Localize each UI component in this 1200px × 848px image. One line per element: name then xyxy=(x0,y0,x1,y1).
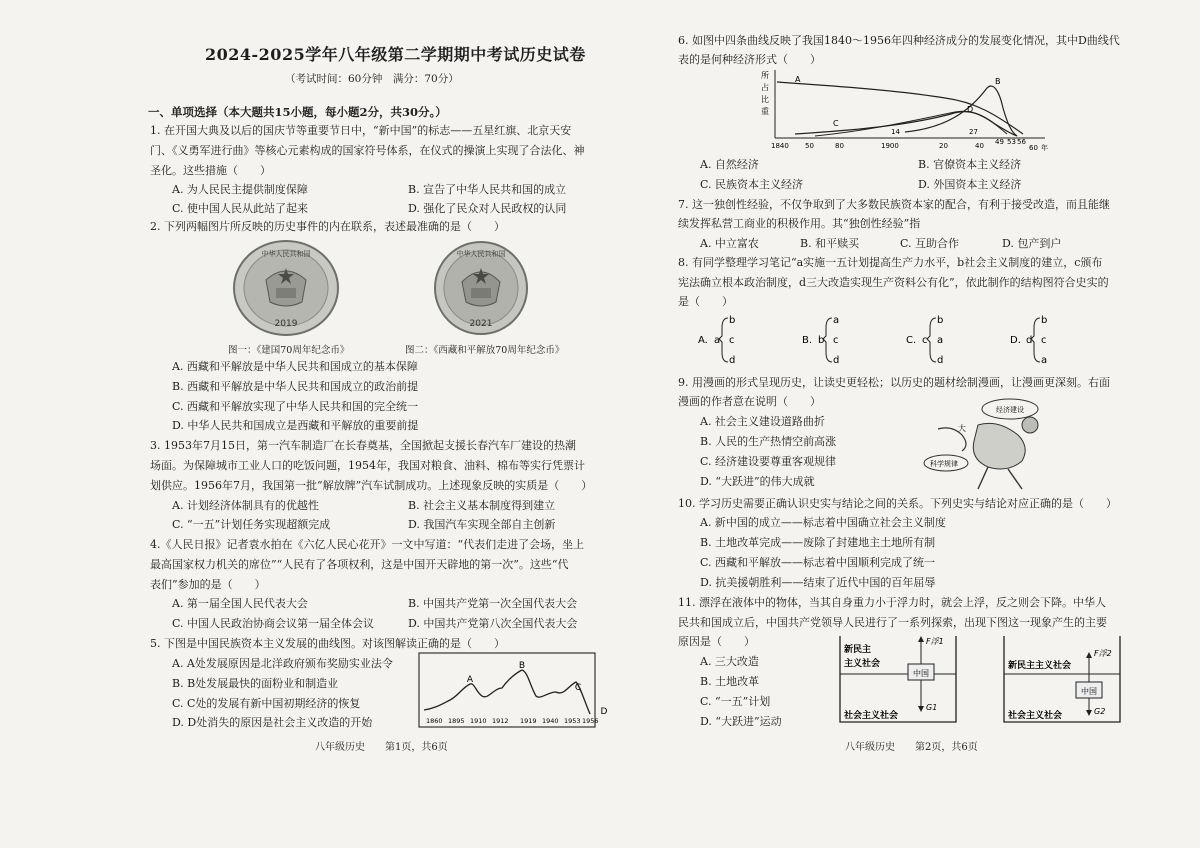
year-tick: 1912 xyxy=(492,717,509,725)
structure-option-c xyxy=(906,315,943,366)
question-1-option-c: C. 使中国人民从此站了起来 xyxy=(172,202,309,215)
question-1-line-1: 1. 在开国大典及以后的国庆节等重要节日中，“新中国”的标志——五星红旗、北京天安 xyxy=(150,124,572,137)
x-tick: 20 xyxy=(939,142,948,150)
y-axis-label-char: 占 xyxy=(761,83,769,92)
curve-label-c: C xyxy=(833,119,839,128)
commemorative-coin-1-image xyxy=(232,240,340,336)
question-10-stem: 10. 学习历史需要正确认识史实与结论之间的关系。下列史实与结论对应正确的是（ ） xyxy=(678,497,1117,510)
section-heading: 一、单项选择（本大题共15小题，每小题2分，共30分。） xyxy=(148,105,447,119)
y-axis-label-char: 重 xyxy=(761,107,769,116)
buoyancy-diagram-1 xyxy=(836,632,960,726)
question-3-line-3: 划供应。1956年7月，我国第一批“解放牌”汽车试制成功。上述现象反映的实质是（ ） xyxy=(150,479,593,492)
option-letter: A. xyxy=(698,335,708,346)
gravity-force-label: G1 xyxy=(926,703,938,712)
question-6-option-a: A. 自然经济 xyxy=(700,158,759,171)
question-10-option-b: B. 土地改革完成——废除了封建地主土地所有制 xyxy=(700,536,936,549)
question-3-option-a: A. 计划经济体制具有的优越性 xyxy=(172,499,319,512)
question-8-line-3: 是（ ） xyxy=(678,295,733,308)
buoyancy-force-label: F浮1 xyxy=(926,637,944,646)
exam-subtitle: （考试时间：60分钟 满分：70分） xyxy=(285,73,459,85)
legs-shape xyxy=(978,467,1022,489)
great-leap-cartoon-image xyxy=(918,395,1068,493)
question-2-option-c: C. 西藏和平解放实现了中华人民共和国的完全统一 xyxy=(172,400,419,413)
buoyancy-force-label: F浮2 xyxy=(1094,649,1112,658)
x-tick: 1840 xyxy=(771,142,789,150)
figure-2-caption: 图二：《西藏和平解放70周年纪念币》 xyxy=(405,345,565,356)
exam-page-2 xyxy=(600,0,1200,848)
year-tick: 1860 xyxy=(426,717,443,725)
x-tick: 40 xyxy=(975,142,984,150)
question-1-line-2: 门、《义勇军进行曲》等核心元素构成的国家符号体系，在仪式的操演上实现了合法化、神 xyxy=(150,144,585,157)
brace xyxy=(927,318,936,362)
child-node: c xyxy=(833,335,839,346)
question-10-option-c: C. 西藏和平解放——标志着中国顺利完成了统一 xyxy=(700,556,936,569)
curve-label-d: D xyxy=(967,105,974,114)
question-6-option-d: D. 外国资本主义经济 xyxy=(918,178,1022,191)
year-tick: 1910 xyxy=(470,717,487,725)
question-9-option-a: A. 社会主义建设道路曲折 xyxy=(700,415,825,428)
question-3-line-2: 场面。为保障城市工业人口的吃饭问题，1954年，我国对粮食、油料、棉布等实行凭票计 xyxy=(150,459,585,472)
child-node: a xyxy=(833,315,840,326)
point-label-a: A xyxy=(466,675,474,685)
page-1-footer: 八年级历史 第1页，共6页 xyxy=(315,742,448,753)
question-4-option-a: A. 第一届全国人民代表大会 xyxy=(172,597,308,610)
child-node: c xyxy=(1041,335,1047,346)
arrow-head-up xyxy=(918,636,924,642)
year-tick: 1940 xyxy=(542,717,559,725)
question-5-option-b: B. B处发展最快的面粉业和制造业 xyxy=(172,677,339,690)
brace xyxy=(1031,318,1040,362)
option-letter: B. xyxy=(802,335,813,346)
question-10-option-d: D. 抗美援朝胜利——结束了近代中国的百年屈辱 xyxy=(700,576,936,589)
question-11-line-2: 民共和国成立后，中国共产党领导人民进行了一系列探索，出现下图这一现象产生的主要 xyxy=(678,616,1107,629)
question-7-line-2: 续发挥私营工商业的积极作用。其“独创性经验”指 xyxy=(678,217,921,230)
point-label-c: C xyxy=(574,683,582,693)
question-4-line-3: 表们”参加的是（ ） xyxy=(150,578,266,591)
question-6-option-b: B. 官僚资本主义经济 xyxy=(918,158,1022,171)
lower-layer-label: 社会主义社会 xyxy=(1008,711,1063,721)
y-axis-label-char: 比 xyxy=(761,95,769,104)
question-9-option-b: B. 人民的生产热情空前高涨 xyxy=(700,435,837,448)
child-node: a xyxy=(1041,355,1048,366)
exam-title: 2024-2025学年八年级第二学期期中考试历史试卷 xyxy=(205,45,586,64)
question-1-option-d: D. 强化了民众对人民政权的认同 xyxy=(408,202,567,215)
curve-line xyxy=(424,670,590,714)
question-5-stem: 5. 下图是中国民族资本主义发展的曲线图。对该图解读正确的是（ ） xyxy=(150,637,505,650)
x-tick: 49 xyxy=(995,138,1004,146)
year-tick: 1919 xyxy=(520,717,537,725)
question-4-option-d: D. 中国共产党第八次全国代表大会 xyxy=(408,617,578,630)
question-8-structure-options xyxy=(698,312,1098,366)
curve-label-a: A xyxy=(795,75,801,84)
question-7-option-c: C. 互助合作 xyxy=(900,237,960,250)
x-tick: 80 xyxy=(835,142,844,150)
child-node: d xyxy=(833,355,840,366)
question-1-line-3: 圣化。这些措施（ ） xyxy=(150,164,271,177)
curve-label-b: B xyxy=(995,77,1001,86)
root-node: c xyxy=(922,335,928,346)
child-node: b xyxy=(1041,315,1048,326)
child-node: b xyxy=(937,315,944,326)
root-node: b xyxy=(818,335,825,346)
root-node: d xyxy=(1026,335,1033,346)
question-5-option-d: D. D处消失的原因是社会主义改造的开始 xyxy=(172,716,373,729)
x-tick: 56 xyxy=(1017,138,1026,146)
year-tick: 1953 xyxy=(564,717,581,725)
question-2-option-b: B. 西藏和平解放是中华人民共和国成立的政治前提 xyxy=(172,380,419,393)
question-6-option-c: C. 民族资本主义经济 xyxy=(700,178,804,191)
question-11-option-d: D. “大跃进”运动 xyxy=(700,715,782,728)
question-6-line-2: 表的是何种经济形式（ ） xyxy=(678,53,821,66)
question-11-line-1: 11. 漂浮在液体中的物体，当其自身重力小于浮力时，就会上浮，反之则会下降。中华人 xyxy=(678,596,1106,609)
upper-layer-label: 新民主 xyxy=(844,645,872,655)
cartoon-text-science: 科学规律 xyxy=(930,460,958,468)
coin-2-text: 中华人民共和国 xyxy=(456,250,506,258)
question-7-option-a: A. 中立富农 xyxy=(700,237,759,250)
year-tick: 1956 xyxy=(582,717,599,725)
question-4-option-c: C. 中国人民政治协商会议第一届全体会议 xyxy=(172,617,375,630)
question-11-line-3: 原因是（ ） xyxy=(678,635,755,648)
commemorative-coin-2-image xyxy=(433,240,529,336)
y-axis-label-char: 所 xyxy=(761,71,769,80)
question-2-option-d: D. 中华人民共和国成立是西藏和平解放的重要前提 xyxy=(172,419,419,432)
question-9-line-2: 漫画的作者意在说明（ ） xyxy=(678,395,821,408)
x-tick: 53 xyxy=(1007,138,1016,146)
x-extra-tick: 14 xyxy=(891,128,900,136)
cartoon-text-big: 大 xyxy=(958,424,966,433)
question-11-option-b: B. 土地改革 xyxy=(700,675,760,688)
child-node: b xyxy=(729,315,736,326)
option-letter: D. xyxy=(1010,335,1021,346)
structure-option-d xyxy=(1010,315,1047,366)
lower-layer-label: 社会主义社会 xyxy=(844,711,899,721)
question-3-option-c: C. “一五”计划任务实现超额完成 xyxy=(172,518,331,531)
x-extra-tick: 27 xyxy=(969,128,978,136)
question-11-option-a: A. 三大改造 xyxy=(700,655,759,668)
point-label-b: B xyxy=(518,661,526,671)
national-capitalism-curve-figure xyxy=(418,652,614,728)
page-2-footer: 八年级历史 第2页，共6页 xyxy=(845,742,978,753)
coin-1-text: 中华人民共和国 xyxy=(261,250,311,258)
question-8-line-2: 宪法确立根本政治制度，d三大改造实现生产资料公有化”，依此制作的结构图符合史实的 xyxy=(678,276,1109,289)
question-9-option-d: D. “大跃进”的伟大成就 xyxy=(700,475,815,488)
arrow-head-down xyxy=(918,706,924,712)
x-tick: 1900 xyxy=(881,142,899,150)
gravity-force-label: G2 xyxy=(1094,707,1106,716)
question-7-option-d: D. 包产到户 xyxy=(1002,237,1062,250)
option-letter: C. xyxy=(906,335,917,346)
china-block-label: 中国 xyxy=(913,669,929,678)
question-3-line-1: 3. 1953年7月15日，第一汽车制造厂在长春奠基，全国掀起支援长春汽车厂建设的热潮 xyxy=(150,439,576,452)
question-5-option-c: C. C处的发展有新中国初期经济的恢复 xyxy=(172,697,361,710)
runner-figure xyxy=(973,423,1025,469)
brace xyxy=(823,318,832,362)
question-3-option-b: B. 社会主义基本制度得到建立 xyxy=(408,499,556,512)
question-5-option-a: A. A处发展原因是北洋政府颁布奖励实业法令 xyxy=(172,657,393,670)
question-11-option-c: C. “一五”计划 xyxy=(700,695,771,708)
question-9-line-1: 9. 用漫画的形式呈现历史，让读史更轻松；以历史的题材绘制漫画，让漫画更深刻。右面 xyxy=(678,376,1110,389)
question-8-line-1: 8. 有同学整理学习笔记“a实施一五计划提高生产力水平，b社会主义制度的建立，c颁布 xyxy=(678,256,1103,269)
curve-d xyxy=(815,111,1007,136)
economic-forms-curve-figure xyxy=(755,68,1055,154)
upper-layer-label-2: 主义社会 xyxy=(844,659,881,669)
upper-layer-label: 新民主主义社会 xyxy=(1008,661,1072,671)
question-4-line-2: 最高国家权力机关的席位”“人民有了各项权利，这是中国开天辟地的第一次”。这些“代 xyxy=(150,558,569,571)
buoyancy-diagram-2 xyxy=(1000,632,1124,726)
figure-frame xyxy=(419,653,595,727)
cartoon-text-economy: 经济建设 xyxy=(996,406,1024,414)
coin-2-year: 2021 xyxy=(469,319,493,329)
point-label-d: D xyxy=(600,707,608,717)
question-9-option-c: C. 经济建设要尊重客观规律 xyxy=(700,455,837,468)
year-tick: 1895 xyxy=(448,717,465,725)
arrow-head-up xyxy=(1086,652,1092,658)
question-4-line-1: 4.《人民日报》记者袁水拍在《六亿人民心花开》一文中写道：“代表们走进了会场，坐上 xyxy=(150,538,585,551)
head-shape xyxy=(1022,417,1038,433)
question-1-option-b: B. 宣告了中华人民共和国的成立 xyxy=(408,183,567,196)
coin-1-year: 2019 xyxy=(274,319,298,329)
brace xyxy=(719,318,728,362)
root-node: a xyxy=(714,335,721,346)
question-10-option-a: A. 新中国的成立——标志着中国确立社会主义制度 xyxy=(700,516,946,529)
china-block-label: 中国 xyxy=(1081,687,1097,696)
child-node: d xyxy=(937,355,944,366)
question-1-option-a: A. 为人民民主提供制度保障 xyxy=(172,183,308,196)
structure-option-b xyxy=(802,315,839,366)
question-2-stem: 2. 下列两幅图片所反映的历史事件的内在联系，表述最准确的是（ ） xyxy=(150,220,505,233)
question-7-line-1: 7. 这一独创性经验，不仅争取到了大多数民族资本家的配合，有利于接受改造，而且能继 xyxy=(678,198,1110,211)
figure-1-caption: 图一：《建国70周年纪念币》 xyxy=(228,345,350,356)
child-node: d xyxy=(729,355,736,366)
structure-option-a xyxy=(698,315,735,366)
question-7-option-b: B. 和平赎买 xyxy=(800,237,860,250)
x-axis-unit: 年 xyxy=(1041,144,1048,152)
question-2-option-a: A. 西藏和平解放是中华人民共和国成立的基本保障 xyxy=(172,360,418,373)
child-node: a xyxy=(937,335,944,346)
question-3-option-d: D. 我国汽车实现全部自主创新 xyxy=(408,518,556,531)
x-tick: 60 xyxy=(1029,144,1038,152)
question-6-line-1: 6. 如图中四条曲线反映了我国1840～1956年四种经济成分的发展变化情况，其中D曲线代 xyxy=(678,34,1120,47)
arrow-head-down xyxy=(1086,710,1092,716)
child-node: c xyxy=(729,335,735,346)
question-4-option-b: B. 中国共产党第一次全国代表大会 xyxy=(408,597,578,610)
x-tick: 50 xyxy=(805,142,814,150)
